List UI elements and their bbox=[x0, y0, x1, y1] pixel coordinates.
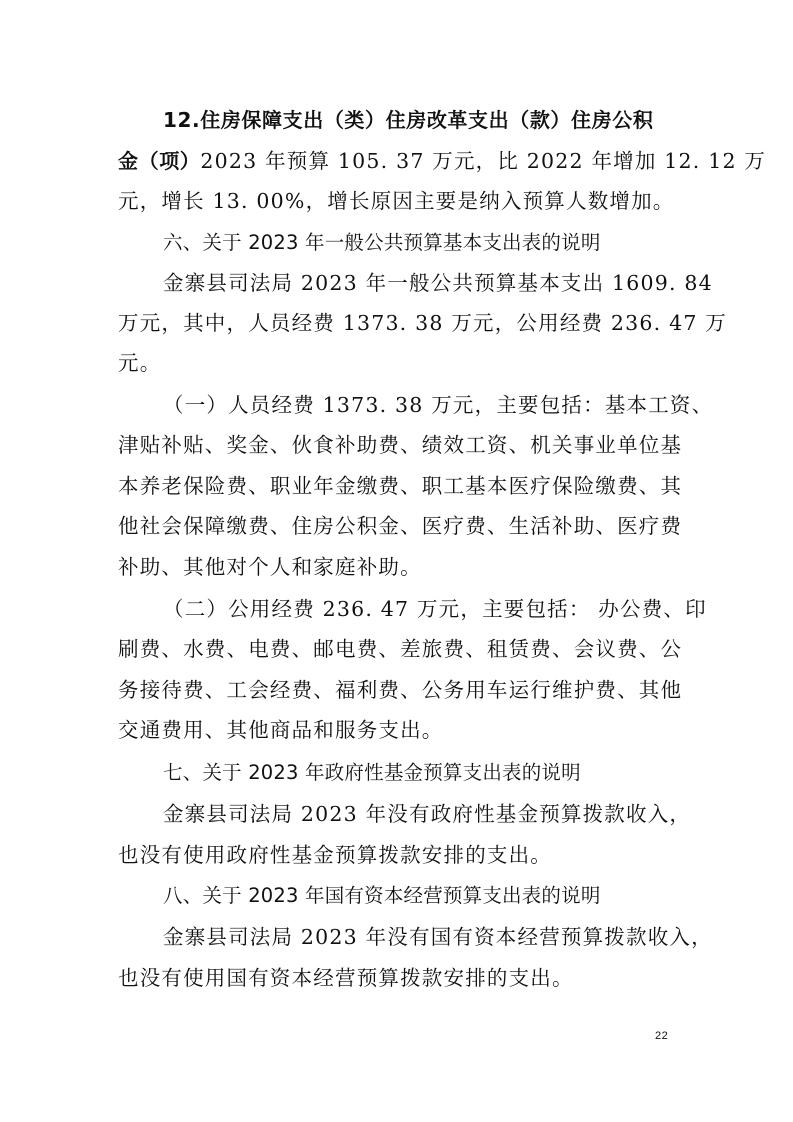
section-6-para3-line-1: （二）公用经费 236. 47 万元，主要包括： 办公费、印 bbox=[163, 597, 707, 621]
section-12-line-2-text: 2023 年预算 105. 37 万元，比 2022 年增加 12. 12 万 bbox=[200, 149, 767, 173]
section-6-para1-line-1: 金寨县司法局 2023 年一般公共预算基本支出 1609. 84 bbox=[163, 271, 713, 295]
section-6-para2-line-4: 他社会保障缴费、住房公积金、医疗费、生活补助、医疗费 bbox=[118, 514, 683, 538]
section-6-para2-line-1: （一）人员经费 1373. 38 万元，主要包括：基本工资、 bbox=[163, 393, 714, 417]
section-8-heading: 八、关于 2023 年国有资本经营预算支出表的说明 bbox=[163, 884, 601, 907]
section-8-para-line-1: 金寨县司法局 2023 年没有国有资本经营预算拨款收入， bbox=[163, 925, 713, 949]
section-12-item-label: 金（项） bbox=[118, 149, 201, 173]
section-6-para3-line-4: 交通费用、其他商品和服务支出。 bbox=[118, 718, 444, 742]
section-6-para3-line-3: 务接待费、工会经费、福利费、公务用车运行维护费、其他 bbox=[118, 678, 683, 702]
section-6-para1-line-3: 元。 bbox=[118, 351, 162, 375]
section-6-para3-line-2: 刷费、水费、电费、邮电费、差旅费、租赁费、会议费、公 bbox=[118, 637, 683, 661]
page-number: 22 bbox=[655, 1030, 669, 1042]
section-6-para2-line-3: 本养老保险费、职业年金缴费、职工基本医疗保险缴费、其 bbox=[118, 474, 683, 498]
section-6-para2-line-5: 补助、其他对个人和家庭补助。 bbox=[118, 555, 422, 579]
section-6-para1-line-2: 万元，其中，人员经费 1373. 38 万元，公用经费 236. 47 万 bbox=[118, 311, 727, 335]
section-12-line-2 bbox=[118, 149, 766, 173]
section-12-line-3: 元，增长 13. 00%，增长原因主要是纳入预算人数增加。 bbox=[118, 189, 675, 213]
section-7-para-line-1: 金寨县司法局 2023 年没有政府性基金预算拨款收入， bbox=[163, 802, 692, 826]
section-7-heading: 七、关于 2023 年政府性基金预算支出表的说明 bbox=[163, 761, 581, 784]
section-6-para2-line-2: 津贴补贴、奖金、伙食补助费、绩效工资、机关事业单位基 bbox=[118, 433, 683, 457]
section-8-para-line-2: 也没有使用国有资本经营预算拨款安排的支出。 bbox=[118, 966, 574, 990]
section-6-heading: 六、关于 2023 年一般公共预算基本支出表的说明 bbox=[163, 231, 601, 254]
section-7-para-line-2: 也没有使用政府性基金预算拨款安排的支出。 bbox=[118, 843, 552, 867]
section-12-title: 12.住房保障支出（类）住房改革支出（款）住房公积 bbox=[163, 108, 654, 132]
